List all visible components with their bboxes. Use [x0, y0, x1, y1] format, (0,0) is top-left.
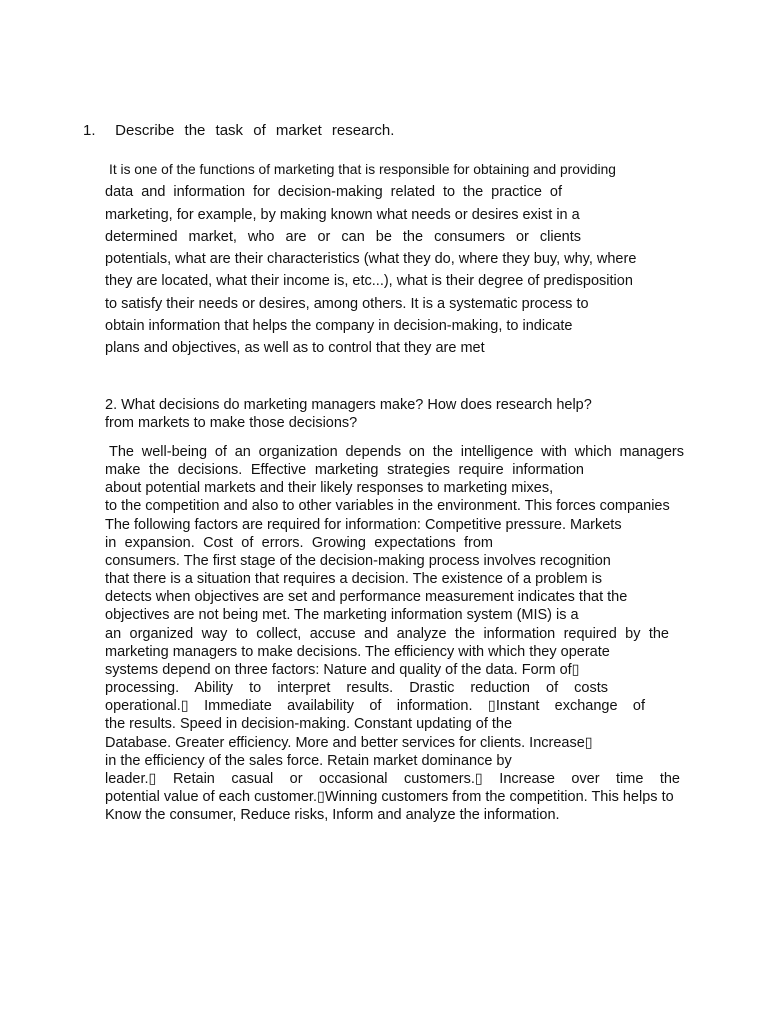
answer-2-line: in the efficiency of the sales force. Retain market dominance by [105, 752, 512, 769]
question-1-number: 1. [83, 122, 96, 139]
answer-1-line: data and information for decision-making related to the practice of [105, 184, 562, 201]
answer-1-paragraph [105, 159, 665, 360]
answer-2-line: processing. Ability to interpret results. Drastic reduction of costs [105, 680, 608, 697]
question-1-text: Describe the task of market research. [115, 122, 395, 139]
answer-1-line: marketing, for example, by making known what needs or desires exist in a [105, 206, 580, 223]
answer-2-line: an organized way to collect, accuse and analyze the information required by the [105, 625, 669, 642]
answer-2-line: Database. Greater efficiency. More and better services for clients. Increase▯ [105, 734, 593, 751]
answer-1-line: they are located, what their income is, etc...), what is their degree of predisposition [105, 273, 633, 290]
answer-2-line: potential value of each customer.▯Winning customers from the competition. This helps to [105, 788, 674, 805]
answer-2-line: systems depend on three factors: Nature and quality of the data. Form of▯ [105, 661, 580, 678]
answer-2-line: about potential markets and their likely responses to marketing mixes, [105, 480, 554, 497]
answer-1-line: It is one of the functions of marketing that is responsible for obtaining and providing [109, 162, 616, 177]
answer-1-line: to satisfy their needs or desires, among others. It is a systematic process to [105, 295, 589, 312]
answer-2-line: The well-being of an organization depends on the intelligence with which managers [109, 444, 684, 460]
answer-2-line: in expansion. Cost of errors. Growing expectations from [105, 534, 493, 551]
question-2-line: 2. What decisions do marketing managers make? How does research help? [105, 397, 592, 413]
question-2-line: from markets to make those decisions? [105, 414, 358, 431]
answer-1-line: determined market, who are or can be the consumers or clients [105, 228, 581, 245]
answer-2-line: that there is a situation that requires a decision. The existence of a problem is [105, 571, 603, 588]
answer-2-line: the results. Speed in decision-making. Constant updating of the [105, 716, 513, 733]
question-2-heading [105, 397, 665, 432]
answer-1-line: obtain information that helps the company in decision-making, to indicate [105, 318, 573, 335]
question-1-heading [83, 121, 683, 141]
answer-2-line: make the decisions. Effective marketing strategies require information [105, 462, 584, 479]
answer-1-line: potentials, what are their characteristics (what they do, where they buy, why, where [105, 251, 637, 268]
answer-2-line: operational.▯ Immediate availability of information. ▯Instant exchange of [105, 698, 645, 715]
answer-2-line: objectives are not being met. The marketing information system (MIS) is a [105, 607, 579, 624]
answer-2-line: consumers. The first stage of the decision-making process involves recognition [105, 552, 611, 569]
answer-2-line: leader.▯ Retain casual or occasional customers.▯ Increase over time the [105, 770, 680, 787]
answer-2-line: to the competition and also to other variables in the environment. This forces companies [105, 498, 670, 515]
answer-2-line: The following factors are required for information: Competitive pressure. Markets [105, 516, 622, 533]
answer-2-line: marketing managers to make decisions. The efficiency with which they operate [105, 643, 610, 660]
answer-1-line: plans and objectives, as well as to control that they are met [105, 340, 485, 357]
answer-2-line: detects when objectives are set and performance measurement indicates that the [105, 589, 628, 606]
answer-2-line: Know the consumer, Reduce risks, Inform and analyze the information. [105, 807, 560, 824]
answer-2-paragraph [105, 443, 684, 824]
